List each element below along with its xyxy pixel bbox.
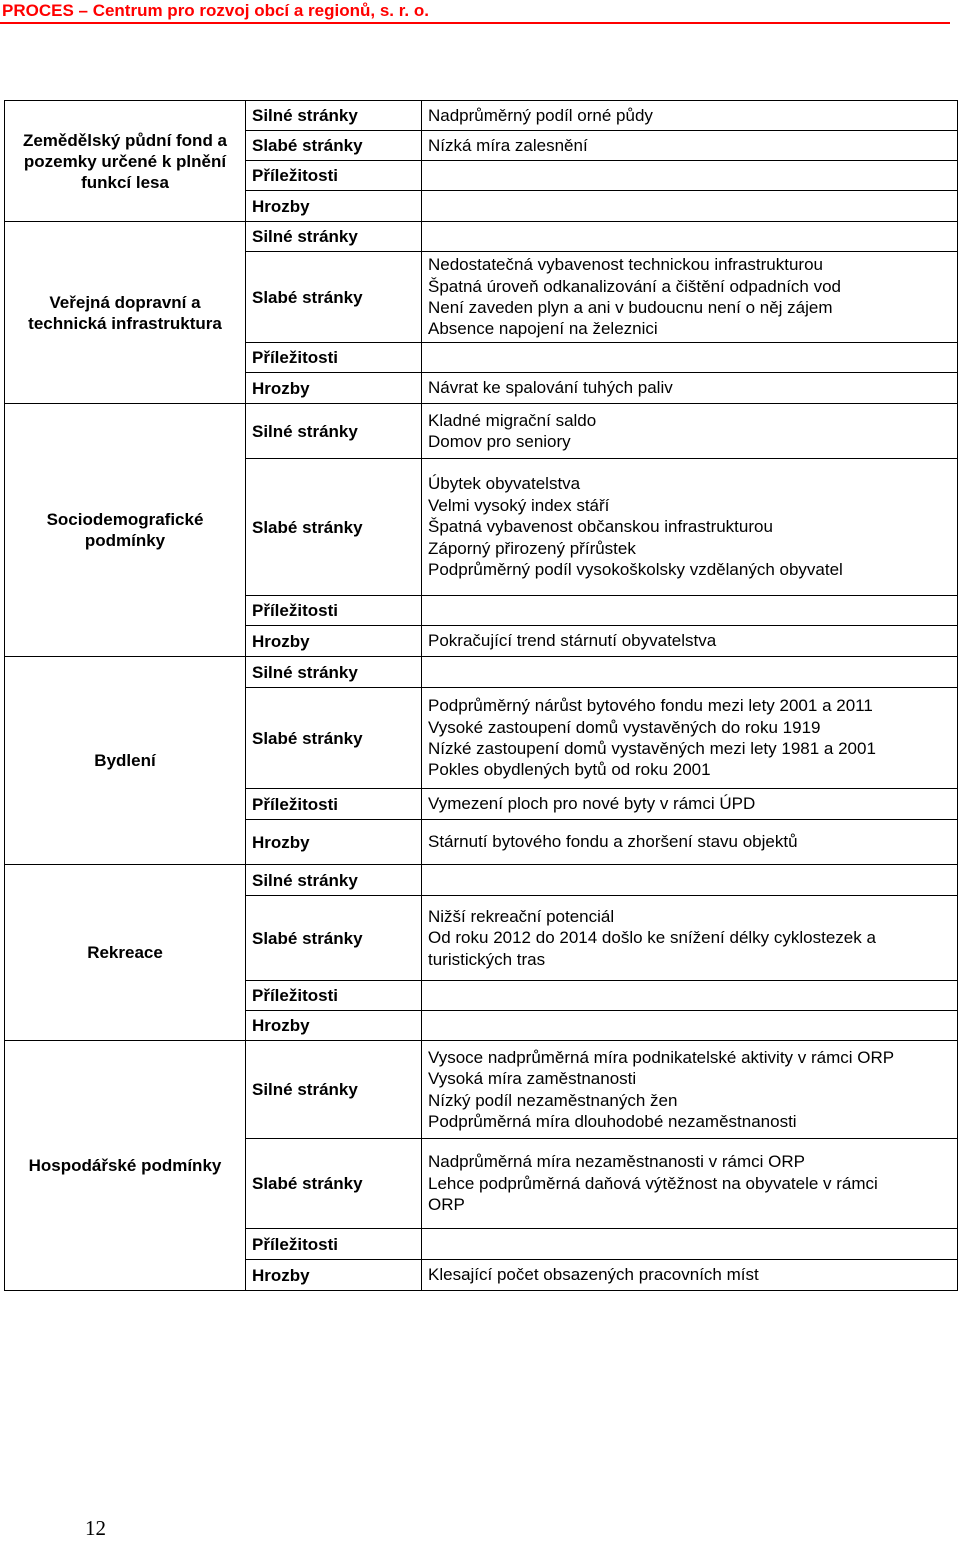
swot-value-line: Nedostatečná vybavenost technickou infrastrukturou	[428, 255, 824, 275]
swot-value-line: Pokračující trend stárnutí obyvatelstva	[428, 631, 717, 651]
swot-value-line: Vysoce nadprůměrná míra podnikatelské aktivity v rámci ORP	[428, 1047, 895, 1067]
swot-value-line: Podprůměrná míra dlouhodobé nezaměstnanosti	[428, 1111, 797, 1131]
swot-row	[5, 657, 958, 688]
document-header: PROCES – Centrum pro rozvoj obcí a regionů, s. r. o.	[0, 0, 950, 24]
swot-label: Silné stránky	[246, 657, 422, 688]
swot-label: Slabé stránky	[246, 688, 422, 789]
swot-values	[422, 373, 958, 404]
swot-value-line: turistických tras	[428, 949, 546, 969]
swot-values	[422, 1139, 958, 1229]
swot-value-line: Klesající počet obsazených pracovních míst	[428, 1265, 759, 1285]
swot-value-line: Lehce podprůměrná daňová výtěžnost na obyvatele v rámci	[428, 1173, 878, 1193]
swot-values	[422, 131, 958, 161]
swot-label: Silné stránky	[246, 1041, 422, 1139]
swot-label: Silné stránky	[246, 865, 422, 896]
swot-value-line: Úbytek obyvatelstva	[428, 474, 581, 494]
swot-label: Hrozby	[246, 1260, 422, 1291]
swot-values	[422, 1229, 958, 1260]
swot-values	[422, 688, 958, 789]
swot-value-line: Velmi vysoký index stáří	[428, 495, 610, 515]
swot-value-line: Nízký podíl nezaměstnaných žen	[428, 1090, 678, 1110]
swot-values	[422, 596, 958, 626]
swot-values	[422, 459, 958, 596]
swot-row	[5, 865, 958, 896]
swot-values	[422, 657, 958, 688]
swot-row	[5, 404, 958, 459]
swot-values	[422, 161, 958, 191]
swot-value-line: Nadprůměrná míra nezaměstnanosti v rámci ORP	[428, 1152, 805, 1172]
swot-label: Příležitosti	[246, 1229, 422, 1260]
swot-label: Hrozby	[246, 1011, 422, 1041]
swot-value-line: Podprůměrný nárůst bytového fondu mezi lety 2001 a 2011	[428, 696, 873, 716]
swot-value-line: ORP	[428, 1195, 465, 1215]
swot-label: Příležitosti	[246, 981, 422, 1011]
swot-value-line: Nízká míra zalesnění	[428, 135, 588, 155]
swot-value-line: Domov pro seniory	[428, 432, 571, 451]
swot-value-line: Špatná úroveň odkanalizování a čištění odpadních vod	[428, 276, 842, 296]
swot-values	[422, 789, 958, 820]
swot-values	[422, 981, 958, 1011]
swot-table	[4, 100, 958, 1291]
swot-label: Hrozby	[246, 820, 422, 865]
swot-values	[422, 1260, 958, 1291]
swot-values	[422, 252, 958, 343]
category-cell: Veřejná dopravní a technická infrastruktura	[5, 222, 246, 404]
swot-values	[422, 896, 958, 981]
swot-label: Slabé stránky	[246, 131, 422, 161]
swot-label: Slabé stránky	[246, 459, 422, 596]
swot-label: Hrozby	[246, 191, 422, 222]
swot-value-line: Vysoká míra zaměstnanosti	[428, 1069, 637, 1089]
swot-value-line: Absence napojení na železnici	[428, 319, 658, 339]
swot-value-line: Vymezení ploch pro nové byty v rámci ÚPD	[428, 794, 756, 814]
swot-value-line: Špatná vybavenost občanskou infrastrukturou	[428, 517, 773, 537]
swot-value-line: Od roku 2012 do 2014 došlo ke snížení délky cyklostezek a	[428, 928, 876, 948]
swot-value-line: Stárnutí bytového fondu a zhoršení stavu objektů	[428, 832, 798, 852]
swot-label: Hrozby	[246, 373, 422, 404]
swot-value-line: Nízké zastoupení domů vystavěných mezi lety 1981 a 2001	[428, 739, 876, 758]
swot-values	[422, 191, 958, 222]
swot-values	[422, 1041, 958, 1139]
swot-label: Příležitosti	[246, 789, 422, 820]
swot-value-line: Podprůměrný podíl vysokoškolsky vzdělaných obyvatel	[428, 560, 843, 580]
page-number: 12	[85, 1516, 106, 1540]
swot-values	[422, 1011, 958, 1041]
swot-label: Příležitosti	[246, 596, 422, 626]
swot-value-line: Vysoké zastoupení domů vystavěných do roku 1919	[428, 717, 821, 737]
swot-value-line: Není zaveden plyn a ani v budoucnu není o něj zájem	[428, 298, 833, 317]
swot-label: Silné stránky	[246, 404, 422, 459]
swot-values	[422, 820, 958, 865]
swot-value-line: Pokles obydlených bytů od roku 2001	[428, 760, 711, 780]
swot-value-line: Kladné migrační saldo	[428, 410, 597, 430]
swot-row	[5, 101, 958, 131]
swot-label: Hrozby	[246, 626, 422, 657]
swot-label: Slabé stránky	[246, 1139, 422, 1229]
swot-label: Příležitosti	[246, 343, 422, 373]
category-cell: Zemědělský půdní fond a pozemky určené k plnění funkcí lesa	[5, 101, 246, 222]
swot-row	[5, 222, 958, 252]
swot-values	[422, 626, 958, 657]
swot-value-line: Návrat ke spalování tuhých paliv	[428, 378, 673, 398]
category-cell: Sociodemografické podmínky	[5, 404, 246, 657]
category-cell: Hospodářské podmínky	[5, 1041, 246, 1291]
swot-label: Silné stránky	[246, 101, 422, 131]
swot-values	[422, 865, 958, 896]
category-cell: Bydlení	[5, 657, 246, 865]
category-cell: Rekreace	[5, 865, 246, 1041]
swot-label: Silné stránky	[246, 222, 422, 252]
swot-value-line: Nižší rekreační potenciál	[428, 906, 615, 926]
swot-label: Slabé stránky	[246, 252, 422, 343]
swot-values	[422, 101, 958, 131]
swot-values	[422, 404, 958, 459]
swot-value-line: Nadprůměrný podíl orné půdy	[428, 105, 653, 125]
swot-label: Slabé stránky	[246, 896, 422, 981]
swot-row	[5, 1041, 958, 1139]
swot-values	[422, 222, 958, 252]
swot-value-line: Záporný přirozený přírůstek	[428, 538, 636, 558]
swot-values	[422, 343, 958, 373]
swot-label: Příležitosti	[246, 161, 422, 191]
